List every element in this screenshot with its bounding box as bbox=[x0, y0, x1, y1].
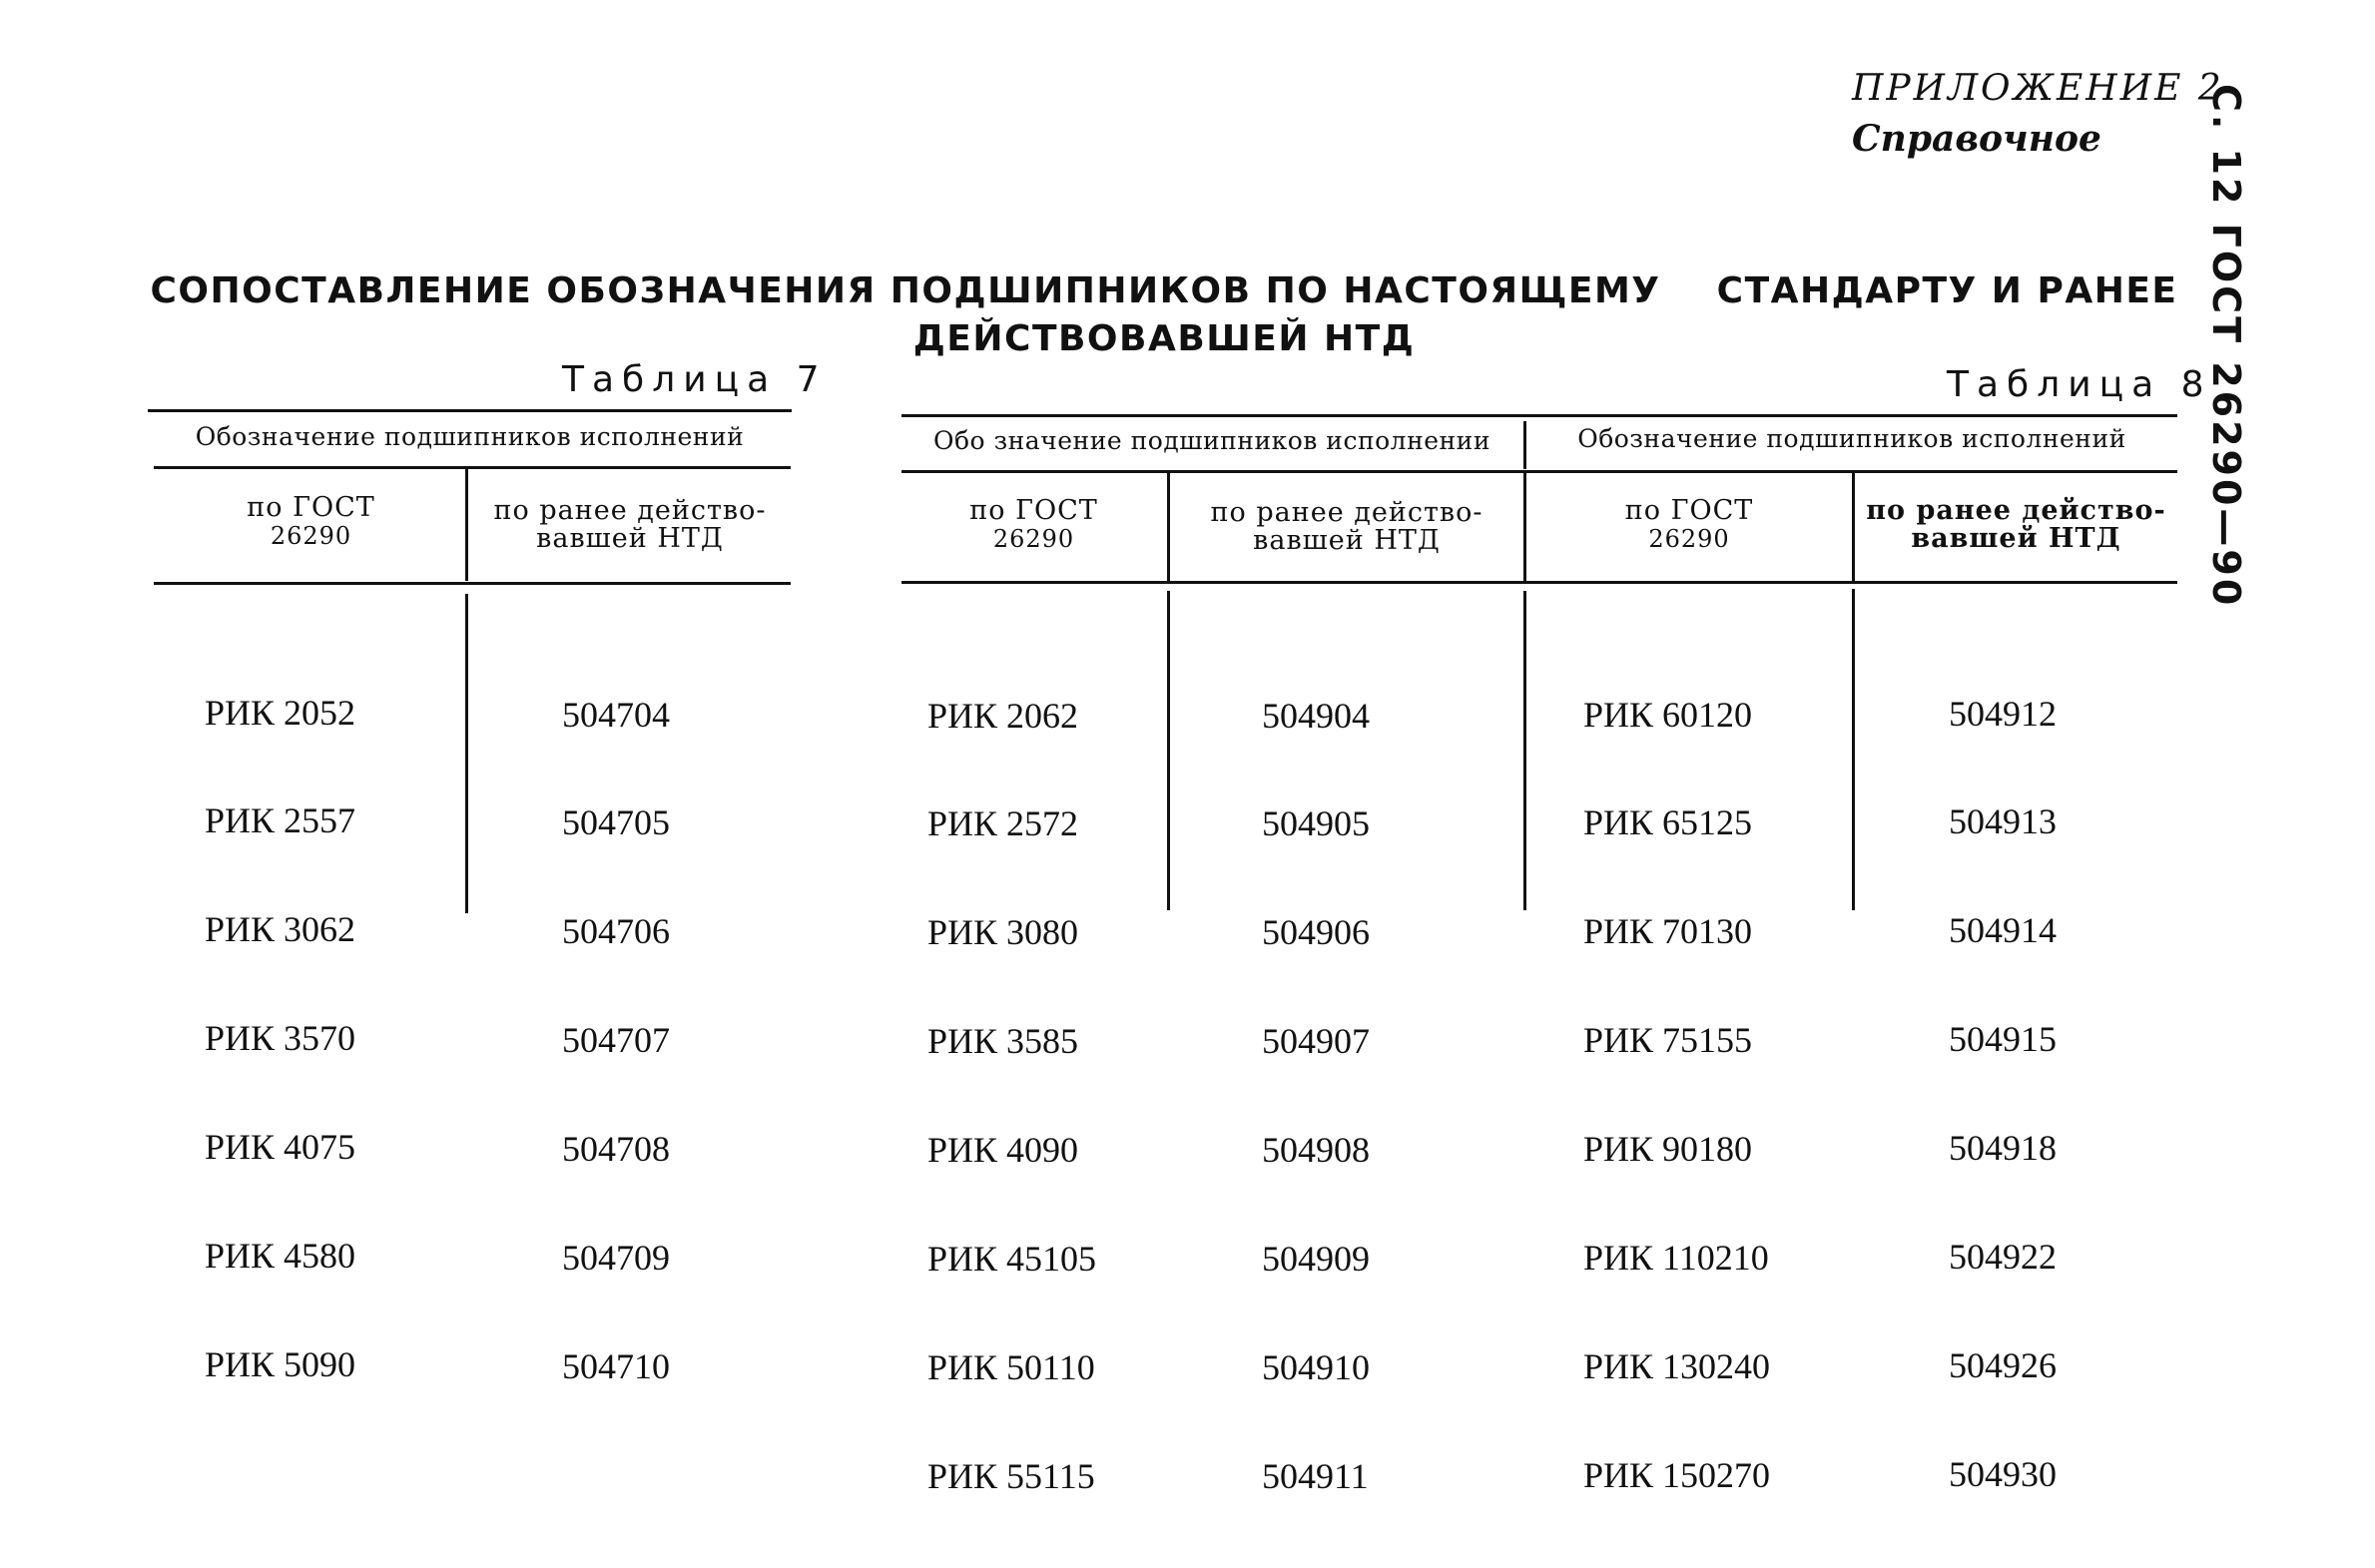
title-line-1: СОПОСТАВЛЕНИЕ ОБОЗНАЧЕНИЯ ПОДШИПНИКОВ ПО НАСТОЯЩЕМУ СТАНДАРТУ И РАНЕЕ bbox=[150, 270, 2178, 311]
table-8-header-divider-1 bbox=[1167, 473, 1170, 581]
table-8-group-divider bbox=[1523, 421, 1526, 469]
table-8-cell: 504905 bbox=[1262, 803, 1370, 844]
table-8-cell: 504930 bbox=[1949, 1453, 2057, 1494]
table-8-cell: 504910 bbox=[1262, 1346, 1370, 1387]
document-title bbox=[150, 267, 2178, 363]
table-8-cell: РИК 65125 bbox=[1583, 802, 1753, 843]
table-8-left-col1 bbox=[927, 625, 1096, 1567]
table-8-cell: РИК 70130 bbox=[1583, 911, 1753, 952]
reference-label: Справочное bbox=[1852, 118, 2101, 160]
table-8-left-col2-header-line2: вавшей НТД bbox=[1253, 525, 1441, 556]
table-7-cell: РИК 4580 bbox=[205, 1236, 356, 1277]
table-8-right-col2-header-line2: вавшей НТД bbox=[1911, 523, 2121, 554]
table-8-header-rule bbox=[901, 581, 2177, 584]
table-8-cell: 504913 bbox=[1949, 801, 2057, 842]
page-label: С. 12 ГОСТ 26290—90 bbox=[2204, 84, 2248, 609]
table-7-caption: Таблица 7 bbox=[562, 359, 828, 400]
table-7-cell: 504704 bbox=[562, 694, 670, 735]
table-8-cell: 504906 bbox=[1262, 912, 1370, 953]
table-8-cell: 504922 bbox=[1949, 1237, 2057, 1278]
table-7-cell: РИК 3062 bbox=[205, 909, 356, 950]
table-8-cell: РИК 75155 bbox=[1583, 1020, 1753, 1061]
table-7-col2-header-line1: по ранее действо- bbox=[493, 495, 767, 526]
table-8-header-divider-3 bbox=[1852, 471, 1855, 581]
table-8-cell: РИК 55115 bbox=[927, 1455, 1095, 1496]
table-8-right-col2-header bbox=[1855, 497, 2177, 553]
table-8-caption: Таблица 8 bbox=[1947, 364, 2212, 405]
table-7-cell: РИК 4075 bbox=[205, 1127, 356, 1168]
table-8-cell: 504912 bbox=[1949, 693, 2057, 734]
table-7-cell: РИК 3570 bbox=[205, 1018, 356, 1059]
table-8-cell: РИК 110210 bbox=[1583, 1238, 1769, 1279]
table-8-cell: 504907 bbox=[1262, 1021, 1370, 1062]
table-7-header-rule bbox=[154, 582, 791, 585]
table-8-left-col2 bbox=[1262, 625, 1370, 1567]
table-8-right-col1-header bbox=[1526, 497, 1852, 553]
table-8-body-divider-3 bbox=[1852, 589, 1855, 910]
table-8-right-col2 bbox=[1949, 623, 2057, 1565]
table-8-cell: РИК 2062 bbox=[927, 695, 1079, 736]
table-8-cell: РИК 90180 bbox=[1583, 1129, 1753, 1170]
table-8-cell: РИК 60120 bbox=[1583, 694, 1753, 735]
table-8-left-col1-header bbox=[901, 497, 1166, 553]
table-8-right-col2-header-line1: по ранее действо- bbox=[1866, 495, 2166, 526]
table-7-cell: 504708 bbox=[562, 1129, 670, 1170]
table-8-header-divider-2 bbox=[1523, 473, 1526, 581]
table-8-group-rule bbox=[901, 470, 2177, 473]
table-8-cell: 504904 bbox=[1262, 695, 1370, 736]
table-7-col2-header-line2: вавшей НТД bbox=[536, 523, 724, 554]
table-8-left-col2-header bbox=[1170, 499, 1523, 555]
table-7-col1-header-line2: 26290 bbox=[270, 522, 352, 550]
table-7-cell: 504707 bbox=[562, 1020, 670, 1061]
appendix-label: ПРИЛОЖЕНИЕ 2 bbox=[1852, 68, 2224, 109]
table-8-cell: 504911 bbox=[1262, 1455, 1369, 1496]
table-7-col1-header-line1: по ГОСТ bbox=[247, 492, 375, 523]
table-7-cell: 504705 bbox=[562, 802, 670, 843]
table-8-right-group-header: Обозначение подшипников исполнений bbox=[1577, 424, 2126, 453]
table-7-col2 bbox=[562, 624, 670, 1457]
table-7-cell: РИК 2052 bbox=[205, 692, 356, 733]
table-7-cell: 504709 bbox=[562, 1238, 670, 1279]
table-7-col2-header bbox=[469, 497, 791, 553]
table-8-cell: РИК 4090 bbox=[927, 1130, 1079, 1171]
table-8-cell: РИК 45105 bbox=[927, 1239, 1097, 1280]
title-line-2: ДЕЙСТВОВАВШЕЙ НТД bbox=[912, 318, 1416, 359]
table-7-header-divider bbox=[465, 469, 468, 581]
table-8-left-group-header: Обо значение подшипников исполнении bbox=[932, 426, 1491, 455]
table-8-cell: 504918 bbox=[1949, 1128, 2057, 1169]
table-8-right-col1-header-line1: по ГОСТ bbox=[1624, 495, 1754, 526]
table-7-cell: РИК 5090 bbox=[205, 1343, 356, 1384]
table-8-right-col1 bbox=[1583, 624, 1770, 1566]
table-8-body-divider-2 bbox=[1523, 591, 1526, 910]
table-8-cell: РИК 2572 bbox=[927, 803, 1079, 844]
table-8-cell: РИК 130240 bbox=[1583, 1345, 1771, 1386]
table-8-cell: РИК 150270 bbox=[1583, 1454, 1771, 1495]
table-8-left-col1-header-line1: по ГОСТ bbox=[969, 495, 1098, 526]
table-7-group-header: Обозначение подшипников исполнений bbox=[195, 422, 745, 451]
table-8-cell: 504908 bbox=[1262, 1130, 1370, 1171]
table-8-top-rule bbox=[901, 414, 2177, 417]
table-7-group-rule bbox=[154, 466, 791, 469]
table-8-cell: 504909 bbox=[1262, 1239, 1370, 1280]
table-7-cell: 504710 bbox=[562, 1345, 670, 1386]
table-8-cell: РИК 3080 bbox=[927, 912, 1079, 953]
table-8-cell: РИК 3585 bbox=[927, 1021, 1079, 1062]
table-8-cell: 504915 bbox=[1949, 1019, 2057, 1060]
table-8-cell: 504926 bbox=[1949, 1344, 2057, 1385]
table-7-top-rule bbox=[148, 409, 792, 412]
table-8-body-divider-1 bbox=[1167, 591, 1170, 910]
table-7-col1-header bbox=[154, 494, 468, 550]
table-8-cell: 504914 bbox=[1949, 910, 2057, 951]
table-8-right-col1-header-line2: 26290 bbox=[1648, 525, 1730, 553]
table-7-body-divider bbox=[465, 594, 468, 913]
table-8-left-col2-header-line1: по ранее действо- bbox=[1210, 497, 1484, 528]
table-7-cell: РИК 2557 bbox=[205, 800, 356, 841]
table-7-cell: 504706 bbox=[562, 911, 670, 952]
table-7-col1 bbox=[205, 622, 355, 1455]
table-8-left-col1-header-line2: 26290 bbox=[992, 525, 1075, 553]
table-8-cell: РИК 50110 bbox=[927, 1346, 1095, 1387]
